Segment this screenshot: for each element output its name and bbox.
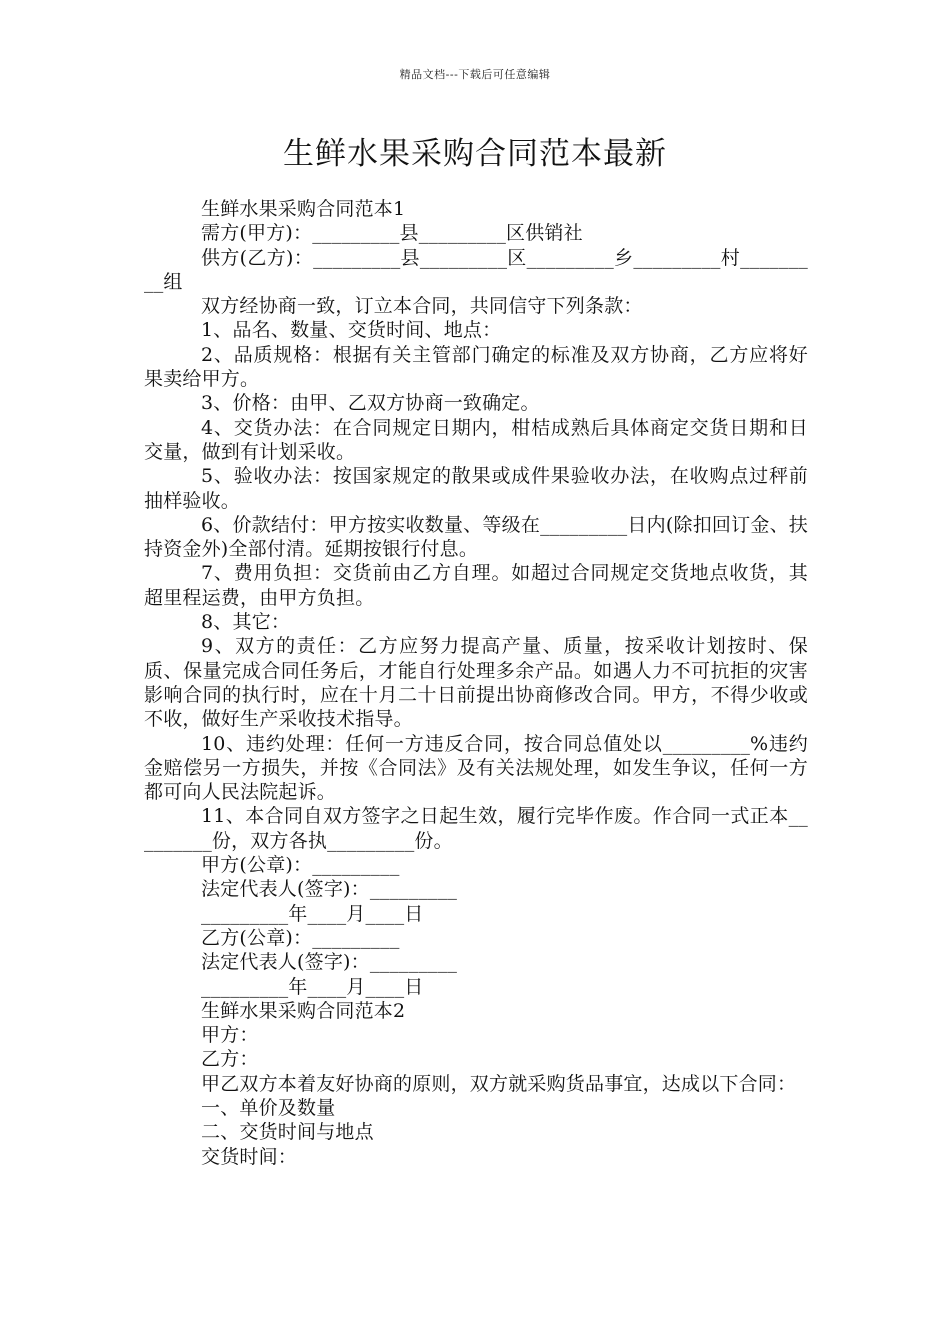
clause-5: 5、验收办法：按国家规定的散果或成件果验收办法，在收购点过秤前抽样验收。 — [144, 465, 808, 512]
signature-party-a-date: _________年____月____日 — [201, 902, 424, 925]
paragraph-intro-2: 甲乙双方本着友好协商的原则，双方就采购货品事宜，达成以下合同： — [201, 1072, 797, 1095]
document-body — [144, 197, 808, 1169]
paragraph-party-a: 需方(甲方)：_________县_________区供销社 — [201, 222, 583, 245]
paragraph-party-b: 供方(乙方)：_________县_________区_________乡_________村_________组 — [144, 246, 808, 293]
clause-10: 10、违约处理：任何一方违反合同，按合同总值处以_________%违约金赔偿另一方损失，并按《合同法》及有关法规处理，如发生争议，任何一方都可向人民法院起诉。 — [144, 732, 808, 804]
paragraph-heading-2: 生鲜水果采购合同范本2 — [201, 999, 406, 1022]
clause-11: 11、本合同自双方签字之日起生效，履行完毕作废。作合同一式正本_________份，双方各执_________份。 — [144, 805, 808, 852]
paragraph-intro: 双方经协商一致，订立本合同，共同信守下列条款： — [201, 295, 643, 318]
section-price-quantity: 一、单价及数量 — [201, 1096, 336, 1119]
paragraph-party-a-2: 甲方： — [201, 1024, 259, 1047]
paragraph-heading-1: 生鲜水果采购合同范本1 — [201, 198, 406, 220]
signature-party-a-seal: 甲方(公章)：_________ — [201, 854, 400, 877]
paragraph-party-b-2: 乙方： — [201, 1048, 259, 1071]
signature-party-b-rep: 法定代表人(签字)：_________ — [201, 951, 458, 974]
header-note: 精品文档---下载后可任意编辑 — [399, 68, 551, 81]
signature-party-b-seal: 乙方(公章)：_________ — [201, 926, 400, 949]
document-title: 生鲜水果采购合同范本最新 — [283, 136, 667, 172]
section-delivery: 二、交货时间与地点 — [201, 1121, 374, 1144]
clause-9: 9、双方的责任：乙方应努力提高产量、质量，按采收计划按时、保质、保量完成合同任务后，才能自行处理多余产品。如遇人力不可抗拒的灾害影响合同的执行时，应在十月二十日前提出协商修改合同。甲方，不得少收或不收，做好生产采收技术指导。 — [144, 635, 808, 731]
delivery-time: 交货时间： — [201, 1145, 298, 1168]
clause-7: 7、费用负担：交货前由乙方自理。如超过合同规定交货地点收货，其超里程运费，由甲方负担。 — [144, 562, 808, 609]
clause-4: 4、交货办法：在合同规定日期内，柑桔成熟后具体商定交货日期和日交量，做到有计划采收。 — [144, 416, 808, 463]
clause-6: 6、价款结付：甲方按实收数量、等级在_________日内(除扣回订金、扶持资金外)全部付清。延期按银行付息。 — [144, 513, 808, 561]
clause-8: 8、其它： — [201, 611, 291, 634]
clause-1: 1、品名、数量、交货时间、地点： — [201, 319, 502, 342]
signature-party-b-date: _________年____月____日 — [201, 975, 424, 998]
clause-3: 3、价格：由甲、乙双方协商一致确定。 — [201, 392, 540, 415]
clause-2: 2、品质规格：根据有关主管部门确定的标准及双方协商，乙方应将好果卖给甲方。 — [144, 343, 808, 391]
signature-party-a-rep: 法定代表人(签字)：_________ — [201, 878, 458, 901]
